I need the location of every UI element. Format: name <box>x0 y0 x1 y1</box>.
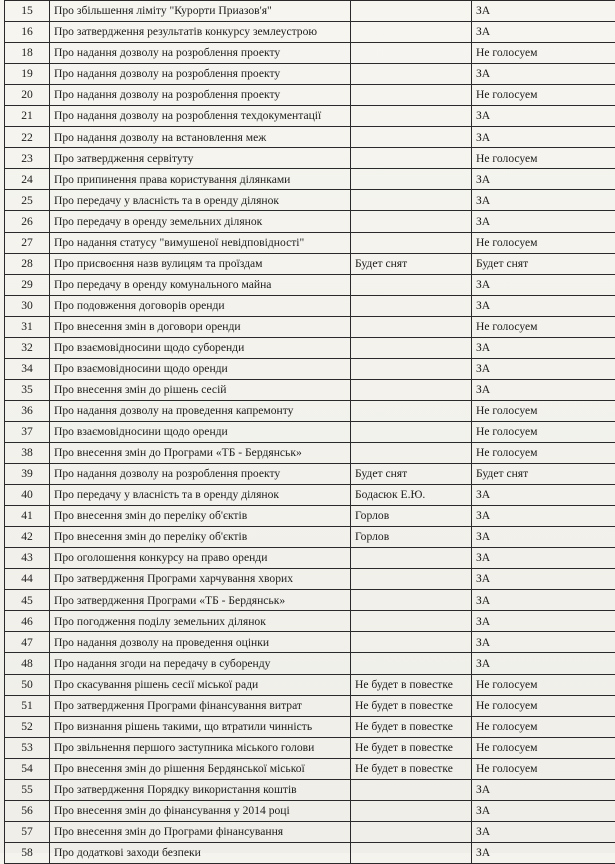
item-number: 32 <box>5 337 50 358</box>
item-title: Про надання дозволу на проведення оцінки <box>50 632 351 653</box>
item-number: 28 <box>5 253 50 274</box>
item-vote-result: ЗА <box>472 611 615 632</box>
item-vote-result: Не голосуем <box>472 148 615 169</box>
item-vote-result: ЗА <box>472 190 615 211</box>
item-title: Про передачу у власність та в оренду ділянок <box>50 190 351 211</box>
item-note <box>351 1 472 22</box>
table-row <box>5 821 615 842</box>
item-note <box>351 611 472 632</box>
table-row <box>5 611 615 632</box>
table-row <box>5 64 615 85</box>
item-vote-result: Не голосуем <box>472 316 615 337</box>
item-number: 47 <box>5 632 50 653</box>
item-vote-result: Не голосуем <box>472 400 615 421</box>
table-row <box>5 400 615 421</box>
item-note <box>351 421 472 442</box>
item-note <box>351 653 472 674</box>
item-title: Про взаємовідносини щодо оренди <box>50 358 351 379</box>
item-title: Про подовження договорів оренди <box>50 295 351 316</box>
table-row <box>5 295 615 316</box>
item-title: Про внесення змін до рішення Бердянської міської <box>50 758 351 779</box>
item-note <box>351 85 472 106</box>
table-row <box>5 464 615 485</box>
item-note <box>351 379 472 400</box>
table-row <box>5 758 615 779</box>
item-title: Про надання дозволу на розроблення проекту <box>50 464 351 485</box>
item-title: Про затвердження Програми харчування хворих <box>50 569 351 590</box>
item-vote-result: ЗА <box>472 842 615 863</box>
item-number: 16 <box>5 22 50 43</box>
item-note <box>351 64 472 85</box>
table-row <box>5 253 615 274</box>
item-title: Про погодження поділу земельних ділянок <box>50 611 351 632</box>
item-number: 20 <box>5 85 50 106</box>
item-title: Про надання статусу "вимушеної невідповідності" <box>50 232 351 253</box>
item-note <box>351 106 472 127</box>
item-vote-result: ЗА <box>472 211 615 232</box>
item-title: Про затвердження результатів конкурсу землеустрою <box>50 22 351 43</box>
item-number: 40 <box>5 485 50 506</box>
item-note <box>351 295 472 316</box>
item-number: 25 <box>5 190 50 211</box>
item-number: 41 <box>5 506 50 527</box>
agenda-voting-table <box>4 0 615 864</box>
item-vote-result: ЗА <box>472 506 615 527</box>
item-number: 24 <box>5 169 50 190</box>
item-title: Про збільшення ліміту "Курорти Приазов'я" <box>50 1 351 22</box>
table-row <box>5 695 615 716</box>
item-vote-result: Не голосуем <box>472 442 615 463</box>
table-row <box>5 653 615 674</box>
table-row <box>5 190 615 211</box>
table-row <box>5 211 615 232</box>
item-vote-result: ЗА <box>472 1 615 22</box>
table-row <box>5 632 615 653</box>
item-vote-result: Не голосуем <box>472 695 615 716</box>
item-number: 30 <box>5 295 50 316</box>
item-number: 58 <box>5 842 50 863</box>
table-row <box>5 674 615 695</box>
table-row <box>5 22 615 43</box>
item-vote-result: ЗА <box>472 569 615 590</box>
item-vote-result: Не голосуем <box>472 737 615 758</box>
item-title: Про взаємовідносини щодо оренди <box>50 421 351 442</box>
item-number: 34 <box>5 358 50 379</box>
item-number: 19 <box>5 64 50 85</box>
table-row <box>5 569 615 590</box>
item-title: Про визнання рішень такими, що втратили чинність <box>50 716 351 737</box>
item-number: 26 <box>5 211 50 232</box>
item-vote-result: Не голосуем <box>472 43 615 64</box>
table-row <box>5 106 615 127</box>
item-note <box>351 43 472 64</box>
item-title: Про внесення змін до рішень сесій <box>50 379 351 400</box>
item-vote-result: ЗА <box>472 653 615 674</box>
table-row <box>5 127 615 148</box>
item-note <box>351 337 472 358</box>
table-row <box>5 527 615 548</box>
table-row <box>5 274 615 295</box>
item-note: Бодасюк Е.Ю. <box>351 485 472 506</box>
item-number: 57 <box>5 821 50 842</box>
item-vote-result: ЗА <box>472 590 615 611</box>
item-title: Про звільнення першого заступника міського голови <box>50 737 351 758</box>
item-number: 15 <box>5 1 50 22</box>
item-vote-result: Не голосуем <box>472 758 615 779</box>
item-title: Про передачу в оренду комунального майна <box>50 274 351 295</box>
item-note <box>351 232 472 253</box>
item-note: Не будет в повестке <box>351 695 472 716</box>
item-title: Про внесення змін до переліку об'єктів <box>50 506 351 527</box>
item-vote-result: ЗА <box>472 274 615 295</box>
item-note <box>351 190 472 211</box>
item-title: Про припинення права користування ділянками <box>50 169 351 190</box>
table-row <box>5 85 615 106</box>
item-note: Не будет в повестке <box>351 737 472 758</box>
item-number: 46 <box>5 611 50 632</box>
item-note <box>351 211 472 232</box>
table-row <box>5 548 615 569</box>
item-title: Про скасування рішень сесії міської ради <box>50 674 351 695</box>
table-row <box>5 358 615 379</box>
item-title: Про затвердження сервітуту <box>50 148 351 169</box>
table-row <box>5 379 615 400</box>
item-vote-result: Не голосуем <box>472 674 615 695</box>
item-note <box>351 127 472 148</box>
table-row <box>5 800 615 821</box>
item-vote-result: ЗА <box>472 358 615 379</box>
item-vote-result: ЗА <box>472 106 615 127</box>
item-number: 55 <box>5 779 50 800</box>
item-title: Про надання дозволу на розроблення проекту <box>50 64 351 85</box>
item-number: 36 <box>5 400 50 421</box>
table-row <box>5 779 615 800</box>
item-number: 51 <box>5 695 50 716</box>
item-number: 21 <box>5 106 50 127</box>
table-row <box>5 506 615 527</box>
item-title: Про внесення змін в договори оренди <box>50 316 351 337</box>
item-title: Про затвердження Програми «ТБ - Бердянськ» <box>50 590 351 611</box>
table-row <box>5 337 615 358</box>
item-number: 44 <box>5 569 50 590</box>
item-number: 31 <box>5 316 50 337</box>
table-row <box>5 169 615 190</box>
item-vote-result: ЗА <box>472 127 615 148</box>
item-title: Про оголошення конкурсу на право оренди <box>50 548 351 569</box>
item-vote-result: ЗА <box>472 485 615 506</box>
item-number: 38 <box>5 442 50 463</box>
item-note <box>351 274 472 295</box>
item-title: Про внесення змін до фінансування у 2014 році <box>50 800 351 821</box>
item-title: Про затвердження Порядку використання коштів <box>50 779 351 800</box>
item-title: Про надання дозволу на розроблення техдокументації <box>50 106 351 127</box>
item-number: 39 <box>5 464 50 485</box>
item-vote-result: ЗА <box>472 64 615 85</box>
item-note <box>351 169 472 190</box>
item-note: Не будет в повестке <box>351 716 472 737</box>
item-number: 54 <box>5 758 50 779</box>
item-title: Про передачу в оренду земельних ділянок <box>50 211 351 232</box>
item-number: 56 <box>5 800 50 821</box>
item-note <box>351 800 472 821</box>
item-note <box>351 590 472 611</box>
item-vote-result: ЗА <box>472 548 615 569</box>
item-title: Про надання дозволу на проведення капремонту <box>50 400 351 421</box>
item-note: Не будет в повестке <box>351 674 472 695</box>
item-note <box>351 569 472 590</box>
item-vote-result: ЗА <box>472 295 615 316</box>
item-vote-result: ЗА <box>472 632 615 653</box>
item-vote-result: ЗА <box>472 779 615 800</box>
item-title: Про додаткові заходи безпеки <box>50 842 351 863</box>
item-title: Про надання дозволу на розроблення проекту <box>50 85 351 106</box>
item-vote-result: ЗА <box>472 169 615 190</box>
item-vote-result: ЗА <box>472 337 615 358</box>
item-number: 23 <box>5 148 50 169</box>
table-row <box>5 442 615 463</box>
item-number: 18 <box>5 43 50 64</box>
item-note <box>351 358 472 379</box>
table-row <box>5 43 615 64</box>
item-number: 52 <box>5 716 50 737</box>
item-note <box>351 316 472 337</box>
item-title: Про затвердження Програми фінансування витрат <box>50 695 351 716</box>
item-note <box>351 821 472 842</box>
item-title: Про передачу у власність та в оренду ділянок <box>50 485 351 506</box>
item-number: 22 <box>5 127 50 148</box>
item-note: Горлов <box>351 506 472 527</box>
table-row <box>5 716 615 737</box>
item-number: 50 <box>5 674 50 695</box>
item-vote-result: ЗА <box>472 821 615 842</box>
item-vote-result: ЗА <box>472 800 615 821</box>
item-title: Про взаємовідносини щодо суборенди <box>50 337 351 358</box>
item-note <box>351 22 472 43</box>
item-vote-result: Не голосуем <box>472 85 615 106</box>
item-note: Будет снят <box>351 464 472 485</box>
table-row <box>5 421 615 442</box>
item-note <box>351 632 472 653</box>
item-note: Горлов <box>351 527 472 548</box>
item-title: Про внесення змін до переліку об'єктів <box>50 527 351 548</box>
item-vote-result: Не голосуем <box>472 421 615 442</box>
item-note <box>351 148 472 169</box>
item-title: Про внесення змін до Програми «ТБ - Бердянськ» <box>50 442 351 463</box>
item-number: 42 <box>5 527 50 548</box>
table-row <box>5 485 615 506</box>
item-vote-result: ЗА <box>472 22 615 43</box>
item-note <box>351 442 472 463</box>
item-number: 27 <box>5 232 50 253</box>
item-title: Про внесення змін до Програми фінансування <box>50 821 351 842</box>
item-vote-result: Не голосуем <box>472 232 615 253</box>
table-row <box>5 590 615 611</box>
table-row <box>5 737 615 758</box>
table-body <box>5 1 615 864</box>
item-note: Будет снят <box>351 253 472 274</box>
item-number: 48 <box>5 653 50 674</box>
table-row <box>5 316 615 337</box>
item-number: 35 <box>5 379 50 400</box>
item-note <box>351 548 472 569</box>
item-title: Про надання дозволу на розроблення проекту <box>50 43 351 64</box>
item-vote-result: Будет снят <box>472 464 615 485</box>
item-note: Не будет в повестке <box>351 758 472 779</box>
table-row <box>5 1 615 22</box>
item-number: 37 <box>5 421 50 442</box>
item-vote-result: Не голосуем <box>472 716 615 737</box>
item-number: 45 <box>5 590 50 611</box>
item-title: Про надання дозволу на встановлення меж <box>50 127 351 148</box>
item-vote-result: ЗА <box>472 527 615 548</box>
item-number: 43 <box>5 548 50 569</box>
table-row <box>5 232 615 253</box>
table-row <box>5 148 615 169</box>
item-title: Про надання згоди на передачу в суборенду <box>50 653 351 674</box>
item-vote-result: ЗА <box>472 379 615 400</box>
item-number: 53 <box>5 737 50 758</box>
item-title: Про присвоєння назв вулицям та проїздам <box>50 253 351 274</box>
item-number: 29 <box>5 274 50 295</box>
item-note <box>351 779 472 800</box>
item-note <box>351 400 472 421</box>
item-vote-result: Будет снят <box>472 253 615 274</box>
